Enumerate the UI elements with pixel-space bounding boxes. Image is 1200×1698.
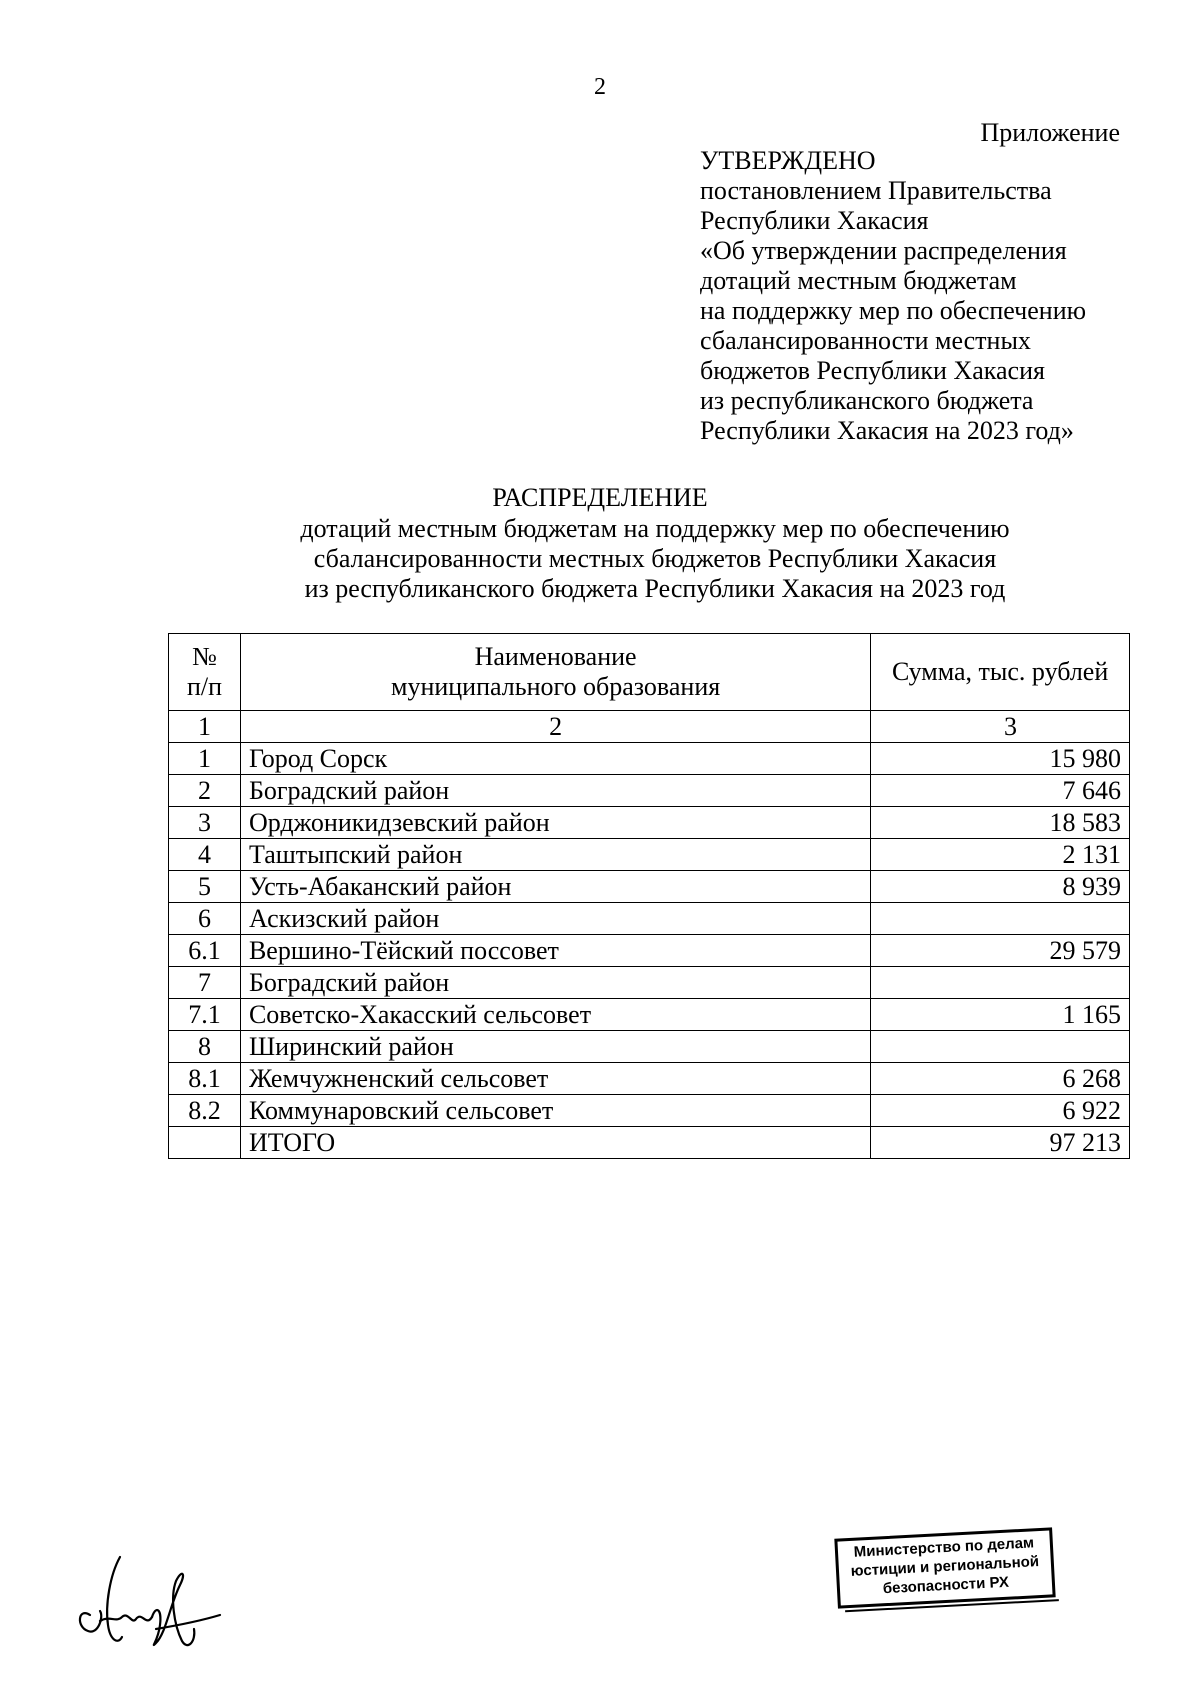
document-title: РАСПРЕДЕЛЕНИЕ: [492, 483, 708, 512]
row-name: Боградский район: [240, 775, 870, 807]
stamp-line: юстиции и региональной: [850, 1553, 1040, 1580]
column-number: 1: [169, 711, 241, 743]
row-sum: 1 165: [871, 999, 1130, 1031]
row-number: 4: [169, 839, 241, 871]
approval-line: сбалансированности местных: [700, 326, 1031, 355]
row-name: Аскизский район: [240, 903, 870, 935]
row-number: 1: [169, 743, 241, 775]
approval-line: дотаций местным бюджетам: [700, 266, 1017, 295]
table-row: [169, 775, 1130, 807]
row-name: Ширинский район: [240, 1031, 870, 1063]
header-number: [169, 634, 241, 711]
row-sum: 6 268: [871, 1063, 1130, 1095]
stamp-line: Министерство по делам: [853, 1534, 1035, 1561]
row-name: Жемчужненский сельсовет: [240, 1063, 870, 1095]
row-name: Коммунаровский сельсовет: [240, 1095, 870, 1127]
header-name: [240, 634, 870, 711]
appendix-label: Приложение: [980, 118, 1120, 147]
row-sum: 2 131: [871, 839, 1130, 871]
ministry-stamp: [834, 1527, 1055, 1608]
table-row: [169, 871, 1130, 903]
distribution-table: [168, 633, 1130, 1159]
header-number-line: №: [192, 642, 217, 671]
header-name-line: Наименование: [474, 642, 637, 671]
subtitle-line: из республиканского бюджета Республики Хакасия на 2023 год: [304, 574, 1006, 603]
row-number: 7: [169, 967, 241, 999]
subtitle-line: дотаций местным бюджетам на поддержку мер по обеспечению: [300, 514, 1010, 543]
row-number: 8.1: [169, 1063, 241, 1095]
approval-line: Республики Хакасия: [700, 206, 929, 235]
approval-line: бюджетов Республики Хакасия: [700, 356, 1045, 385]
row-sum: 7 646: [871, 775, 1130, 807]
table-row: [169, 839, 1130, 871]
row-number: 8.2: [169, 1095, 241, 1127]
header-number-line: п/п: [186, 672, 222, 701]
table-row: [169, 1063, 1130, 1095]
row-number: 2: [169, 775, 241, 807]
row-name: Город Сорск: [240, 743, 870, 775]
total-label: ИТОГО: [240, 1127, 870, 1159]
table-row: [169, 999, 1130, 1031]
row-number: 6.1: [169, 935, 241, 967]
total-row: [169, 1127, 1130, 1159]
row-number: 3: [169, 807, 241, 839]
stamp-line: безопасности РХ: [882, 1573, 1010, 1598]
row-name: Боградский район: [240, 967, 870, 999]
subtitle-line: сбалансированности местных бюджетов Республики Хакасия: [313, 544, 997, 573]
approval-line: из республиканского бюджета: [700, 386, 1034, 415]
signature-mark: [70, 1545, 230, 1655]
row-sum: 18 583: [871, 807, 1130, 839]
table-row: [169, 967, 1130, 999]
row-name: Орджоникидзевский район: [240, 807, 870, 839]
table-row: [169, 935, 1130, 967]
header-sum: Сумма, тыс. рублей: [871, 634, 1130, 711]
approval-heading: УТВЕРЖДЕНО: [700, 146, 876, 175]
row-number: 7.1: [169, 999, 241, 1031]
row-sum: [871, 903, 1130, 935]
row-sum: [871, 967, 1130, 999]
page-number: 2: [594, 74, 606, 100]
column-number: 3: [871, 711, 1130, 743]
approval-line: «Об утверждении распределения: [700, 236, 1067, 265]
table-row: [169, 807, 1130, 839]
table-row: [169, 1095, 1130, 1127]
table-header-row: [169, 634, 1130, 711]
row-name: Вершино-Тёйский поссовет: [240, 935, 870, 967]
row-number: 8: [169, 1031, 241, 1063]
approval-line: Республики Хакасия на 2023 год»: [700, 416, 1074, 445]
approval-line: постановлением Правительства: [700, 176, 1052, 205]
row-sum: 8 939: [871, 871, 1130, 903]
column-number: 2: [240, 711, 870, 743]
table-row: [169, 1031, 1130, 1063]
approval-line: на поддержку мер по обеспечению: [700, 296, 1087, 325]
row-sum: [871, 1031, 1130, 1063]
row-sum: 29 579: [871, 935, 1130, 967]
total-sum: 97 213: [871, 1127, 1130, 1159]
row-number: 5: [169, 871, 241, 903]
approval-block: [700, 146, 1160, 446]
row-name: Усть-Абаканский район: [240, 871, 870, 903]
column-number-row: [169, 711, 1130, 743]
row-sum: 15 980: [871, 743, 1130, 775]
row-number: 6: [169, 903, 241, 935]
row-name: Таштыпский район: [240, 839, 870, 871]
row-name: Советско-Хакасский сельсовет: [240, 999, 870, 1031]
row-sum: 6 922: [871, 1095, 1130, 1127]
table-row: [169, 743, 1130, 775]
document-subtitle: [0, 514, 1200, 604]
total-number: [169, 1127, 241, 1159]
header-name-line: муниципального образования: [390, 672, 721, 701]
table-row: [169, 903, 1130, 935]
